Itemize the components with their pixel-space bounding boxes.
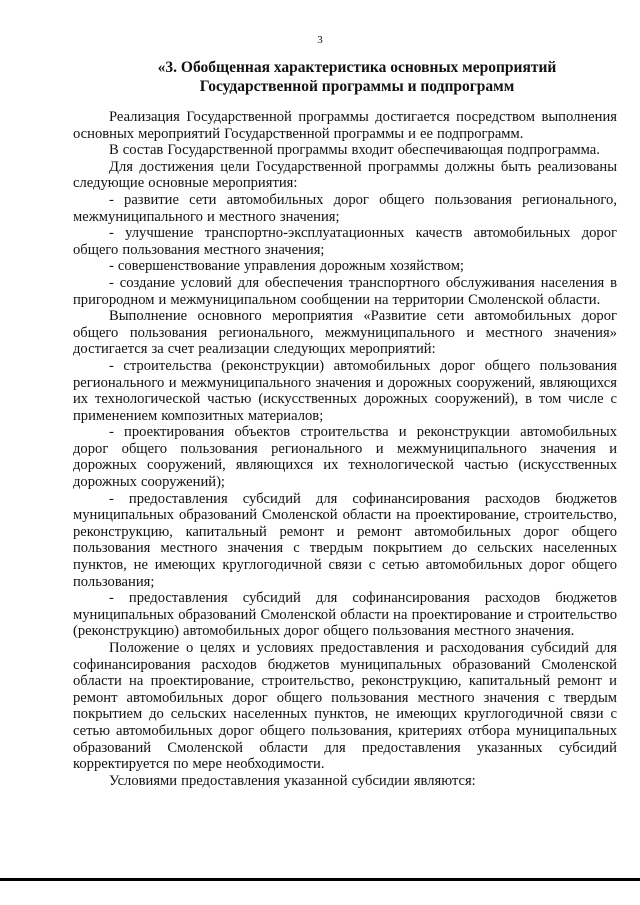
list-item: - совершенствование управления дорожным хозяйством; bbox=[109, 258, 464, 275]
paragraph: Условиями предоставления указанной субсидии являются: bbox=[109, 772, 476, 789]
document-body bbox=[73, 109, 617, 789]
section-heading bbox=[112, 58, 602, 96]
list-item: - улучшение транспортно-эксплуатационных качеств автомобильных дорог общего пользования местного значения; bbox=[73, 225, 617, 258]
list-item: - создание условий для обеспечения транспортного обслуживания населения в пригородном и межмуниципальном сообщении на территории Смоленской области. bbox=[73, 274, 617, 308]
paragraph: Для достижения цели Государственной программы должны быть реализованы следующие основные мероприятия: bbox=[73, 158, 617, 192]
list-item: - предоставления субсидий для софинансирования расходов бюджетов муниципальных образований Смоленской области на проектирование, строительство, реконструкцию, капитальный ремонт и ремонт автомобильных дорог общего пользования местного значения с твердым покрытием до сельских населенных пунктов, не имеющих круглогодичной связи с сетью автомобильных дорог общего пользования; bbox=[73, 490, 617, 590]
paragraph: Реализация Государственной программы достигается посредством выполнения основных мероприятий Государственной программы и ее подпрограмм. bbox=[73, 109, 617, 142]
paragraph: В состав Государственной программы входит обеспечивающая подпрограмма. bbox=[109, 142, 600, 159]
list-item: - развитие сети автомобильных дорог общего пользования регионального, межмуниципального и местного значения; bbox=[73, 191, 617, 225]
bottom-rule bbox=[0, 878, 640, 881]
paragraph: Положение о целях и условиях предоставления и расходования субсидий для софинансирования расходов бюджетов муниципальных образований Смоленской области на проектирование, строительство, реконструкцию, капитальный ремонт и ремонт автомобильных дорог общего пользования местного значения с твердым покрытием до сельских населенных пунктов, не имеющих круглогодичной связи с сетью автомобильных дорог общего пользования, критериях отбора муниципальных образований Смоленской области для предоставления указанных субсидий корректируется по мере необходимости. bbox=[73, 640, 617, 773]
list-item: - предоставления субсидий для софинансирования расходов бюджетов муниципальных образований Смоленской области на проектирование и строительство (реконструкцию) автомобильных дорог общего пользования местного значения. bbox=[73, 590, 617, 640]
list-item: - строительства (реконструкции) автомобильных дорог общего пользования регионального и межмуниципального значения и дорожных сооружений, являющихся их технологической частью (искусственных дорожных сооружений), в том числе с применением композитных материалов; bbox=[73, 357, 617, 424]
paragraph: Выполнение основного мероприятия «Развитие сети автомобильных дорог общего пользования регионального, межмуниципального и местного значения» достигается за счет реализации следующих мероприятий: bbox=[73, 308, 617, 358]
heading-line-2: Государственной программы и подпрограмм bbox=[199, 78, 515, 95]
heading-line-1: «3. Обобщенная характеристика основных мероприятий bbox=[157, 59, 557, 76]
list-item: - проектирования объектов строительства и реконструкции автомобильных дорог общего пользования регионального и межмуниципального значения и дорожных сооружений, являющихся их технологической частью (искусственных дорожных сооружений); bbox=[73, 424, 617, 491]
page-number: 3 bbox=[317, 34, 323, 46]
